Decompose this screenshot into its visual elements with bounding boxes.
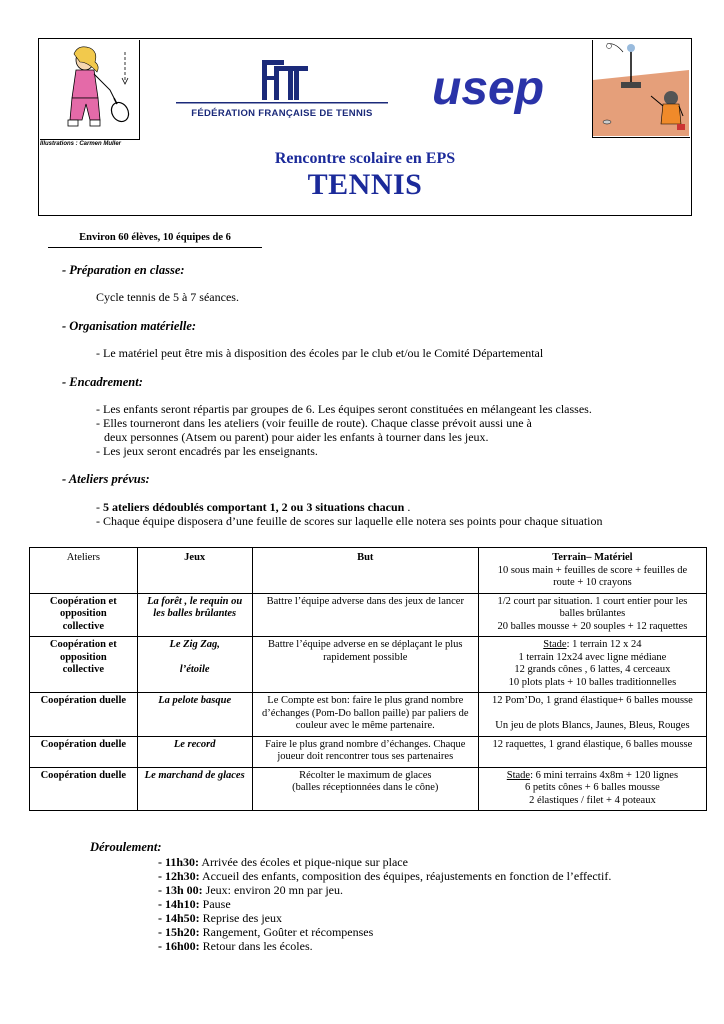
cell-terrain: 12 Pom’Do, 1 grand élastique+ 6 balles mousse Un jeu de plots Blancs, Jaunes, Bleus, Rouges bbox=[478, 693, 706, 737]
cell-atelier: Coopération et opposition collective bbox=[30, 593, 138, 637]
section-title-preparation: - Préparation en classe: bbox=[62, 263, 185, 277]
header-ateliers: Ateliers bbox=[30, 548, 138, 594]
cell-jeux: Le marchand de glaces bbox=[137, 767, 252, 811]
cell-jeux: La pelote basque bbox=[137, 693, 252, 737]
cell-terrain: Stade: 6 mini terrains 4x8m + 120 lignes 6 petits cônes + 6 balles mousse 2 élastiques / filet + 4 poteaux bbox=[478, 767, 706, 811]
ateliers-line-2: - Chaque équipe disposera d’une feuille de scores sur laquelle elle notera ses points pour chaque situation bbox=[96, 514, 603, 528]
table-header-row bbox=[30, 548, 707, 594]
cell-terrain: 12 raquettes, 1 grand élastique, 6 balles mousse bbox=[478, 736, 706, 767]
schedule-item: - 13h 00: Jeux: environ 20 mn par jeu. bbox=[158, 883, 343, 897]
tennis-player-illustration-left bbox=[40, 40, 140, 140]
encadrement-line-2: - Elles tourneront dans les ateliers (voir feuille de route). Chaque classe prévoit aussi une à bbox=[96, 416, 532, 430]
ateliers-table bbox=[29, 547, 707, 811]
cell-but: Battre l’équipe adverse dans des jeux de lancer bbox=[252, 593, 478, 637]
schedule-item: - 14h50: Reprise des jeux bbox=[158, 911, 282, 925]
tennis-scene-illustration-right bbox=[592, 40, 690, 138]
page-title: TENNIS bbox=[307, 168, 423, 201]
section-title-organisation: - Organisation matérielle: bbox=[62, 319, 197, 333]
preparation-line: Cycle tennis de 5 à 7 séances. bbox=[96, 290, 239, 304]
header-jeux: Jeux bbox=[137, 548, 252, 594]
cell-atelier: Coopération duelle bbox=[30, 693, 138, 737]
deroulement-title: Déroulement: bbox=[90, 840, 162, 854]
table-row bbox=[30, 767, 707, 811]
table-row bbox=[30, 637, 707, 693]
cell-jeux: Le record bbox=[137, 736, 252, 767]
schedule-item: - 12h30: Accueil des enfants, composition des équipes, réajustements en fonction de l’effectif. bbox=[158, 869, 612, 883]
table-row bbox=[30, 736, 707, 767]
header-but: But bbox=[252, 548, 478, 594]
cell-jeux: La forêt , le requin ou les balles brûlantes bbox=[137, 593, 252, 637]
schedule-item: - 16h00: Retour dans les écoles. bbox=[158, 939, 313, 953]
section-title-ateliers: - Ateliers prévus: bbox=[62, 472, 150, 486]
fft-name: FÉDÉRATION FRANÇAISE DE TENNIS bbox=[191, 108, 373, 119]
cell-atelier: Coopération et opposition collective bbox=[30, 637, 138, 693]
subtitle: Rencontre scolaire en EPS bbox=[274, 150, 456, 167]
table-row bbox=[30, 693, 707, 737]
cell-but: Le Compte est bon: faire le plus grand nombre d’échanges (Pom-Do ballon paille) par paliers de couleur avec le même partenaire. bbox=[252, 693, 478, 737]
usep-logo bbox=[428, 62, 568, 128]
encadrement-line-3: deux personnes (Atsem ou parent) pour aider les enfants à tourner dans les jeux. bbox=[104, 430, 489, 444]
svg-text:usep: usep bbox=[432, 62, 545, 115]
cell-but: Battre l’équipe adverse en se déplaçant le plus rapidement possible bbox=[252, 637, 478, 693]
schedule-item: - 14h10: Pause bbox=[158, 897, 231, 911]
cell-atelier: Coopération duelle bbox=[30, 767, 138, 811]
cell-atelier: Coopération duelle bbox=[30, 736, 138, 767]
encadrement-line-4: - Les jeux seront encadrés par les enseignants. bbox=[96, 444, 318, 458]
illustration-credit: Illustrations : Carmen Muller bbox=[40, 141, 122, 147]
encadrement-line-1: - Les enfants seront répartis par groupes de 6. Les équipes seront constituées en mélangeant les classes. bbox=[96, 402, 592, 416]
schedule-item: - 15h20: Rangement, Goûter et récompenses bbox=[158, 925, 374, 939]
header-terrain: Terrain– Matériel 10 sous main + feuilles de score + feuilles de route + 10 crayons bbox=[478, 548, 706, 594]
cell-terrain: 1/2 court par situation. 1 court entier pour les balles brûlantes 20 balles mousse + 20 souples + 12 raquettes bbox=[478, 593, 706, 637]
cell-jeux: Le Zig Zag, l’étoile bbox=[137, 637, 252, 693]
schedule-item: - 11h30: Arrivée des écoles et pique-nique sur place bbox=[158, 855, 408, 869]
table-row bbox=[30, 593, 707, 637]
section-title-encadrement: - Encadrement: bbox=[62, 375, 143, 389]
cell-but: Récolter le maximum de glaces (balles réceptionnées dans le cône) bbox=[252, 767, 478, 811]
eleves-summary: Environ 60 élèves, 10 équipes de 6 bbox=[48, 232, 262, 248]
cell-terrain: Stade: 1 terrain 12 x 24 1 terrain 12x24 avec ligne médiane 12 grands cônes , 6 lattes, 4 cerceaux 10 plots plats + 10 balles traditionnelles bbox=[478, 637, 706, 693]
organisation-line: - Le matériel peut être mis à disposition des écoles par le club et/ou le Comité Départemental bbox=[96, 346, 544, 360]
cell-but: Faire le plus grand nombre d’échanges. Chaque joueur doit rencontrer tous ses partenaires bbox=[252, 736, 478, 767]
ateliers-line-1: - 5 ateliers dédoublés comportant 1, 2 ou 3 situations chacun . bbox=[96, 500, 411, 514]
